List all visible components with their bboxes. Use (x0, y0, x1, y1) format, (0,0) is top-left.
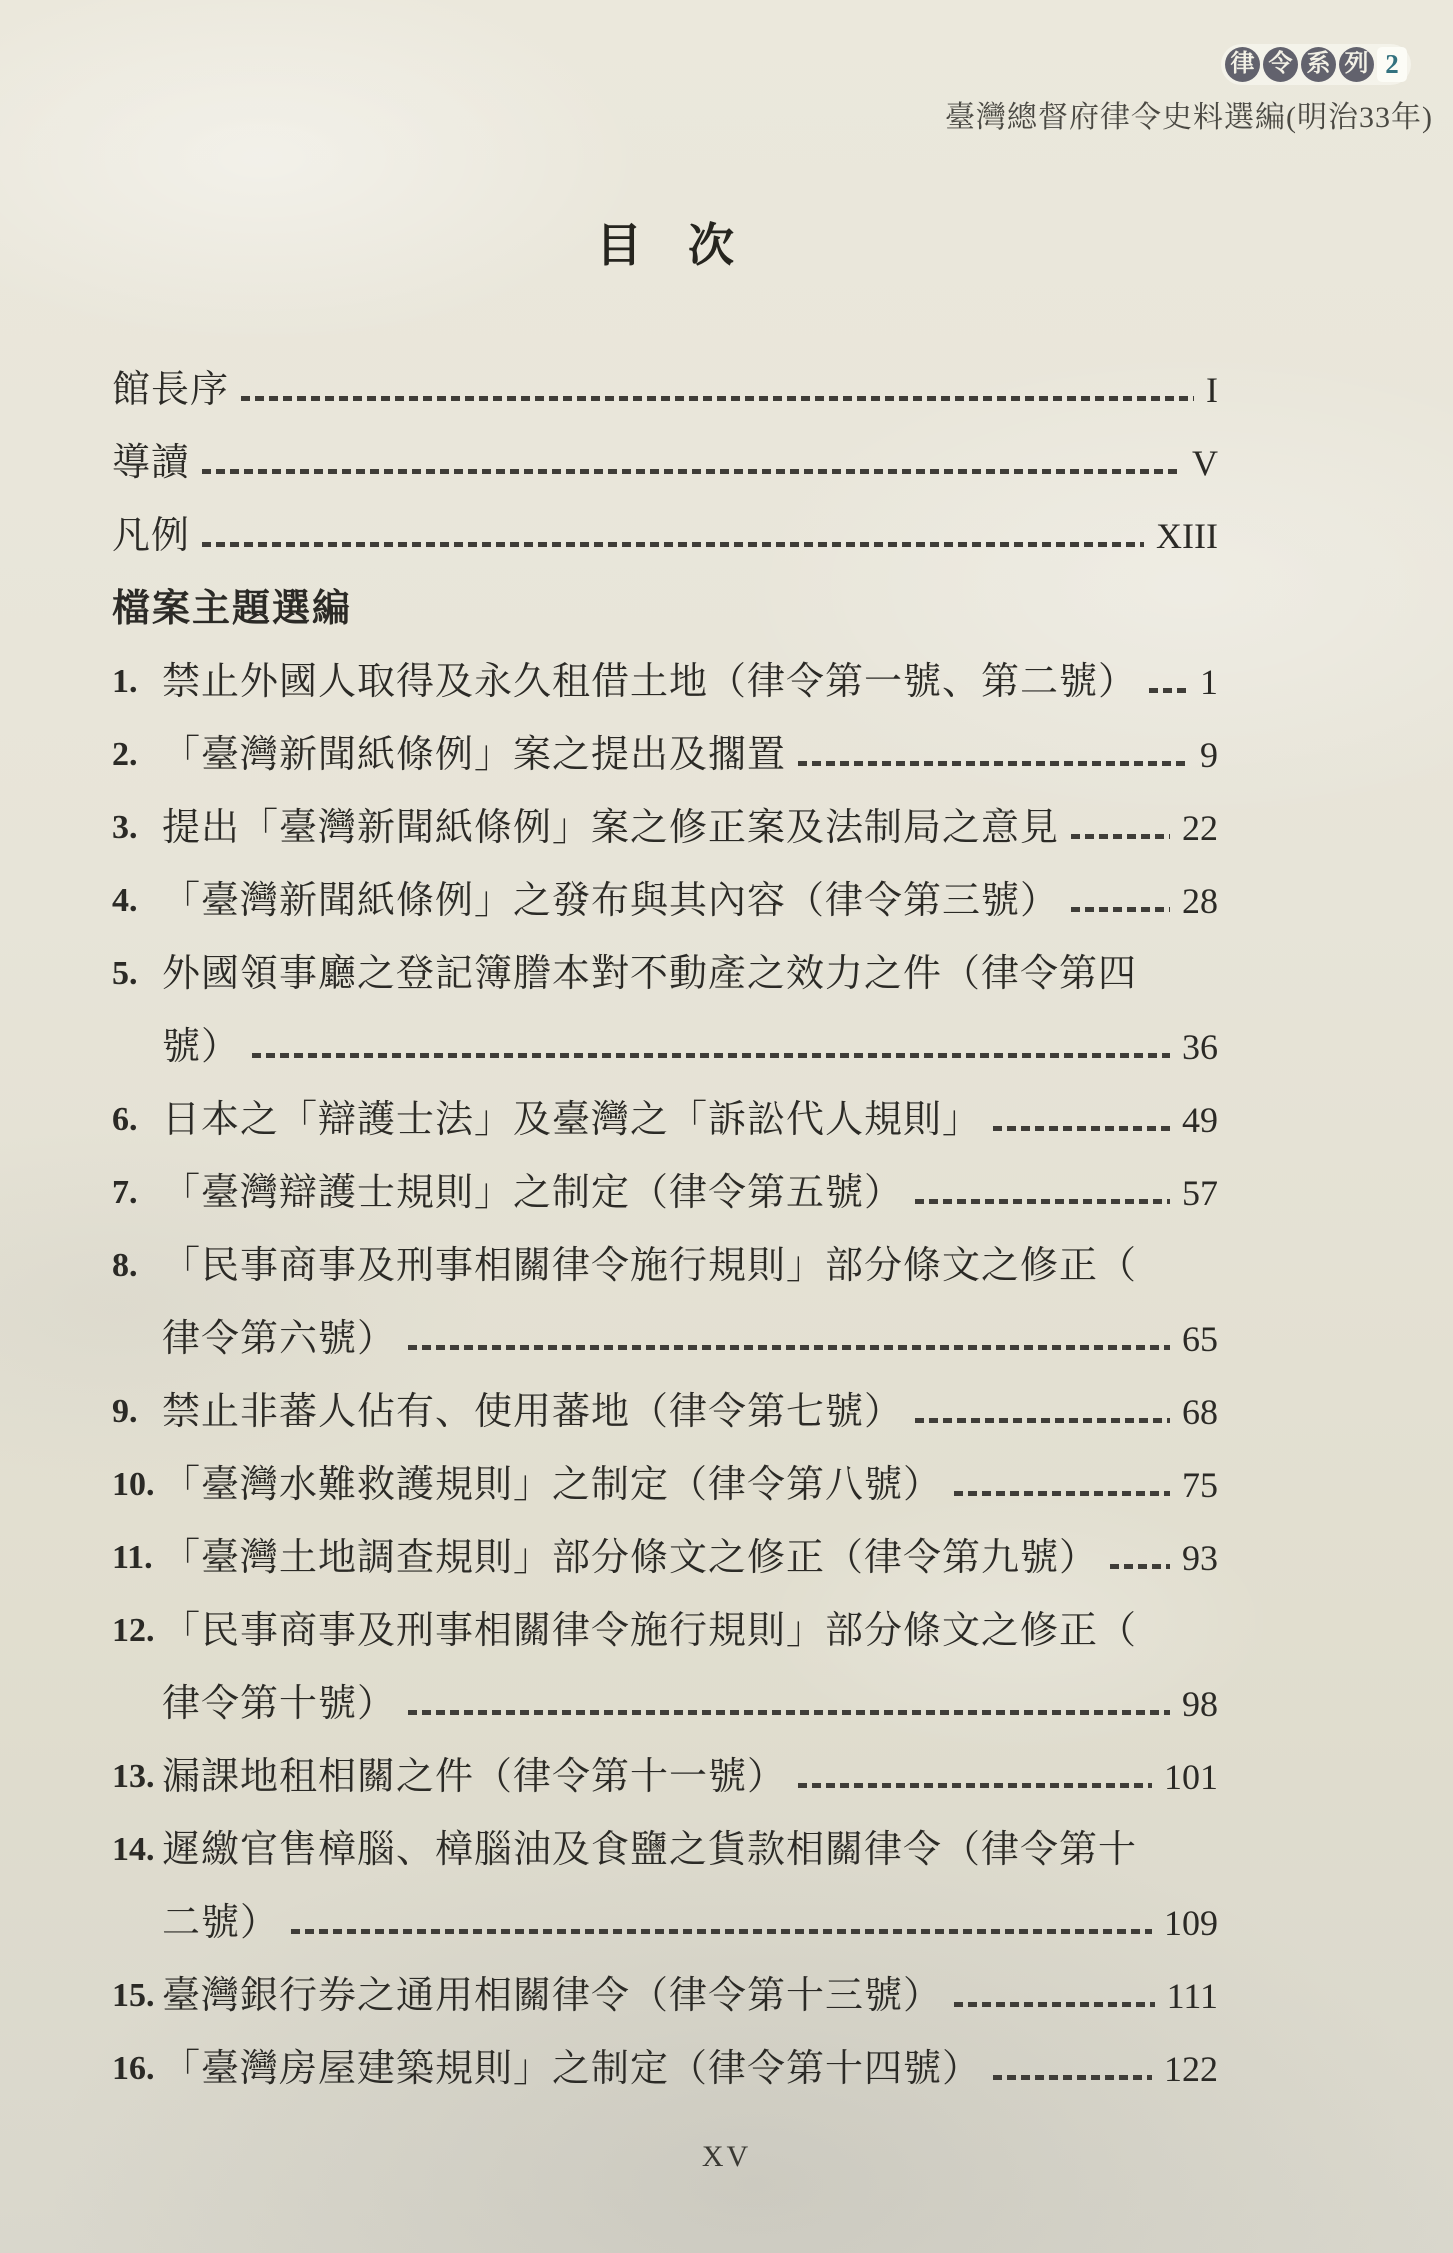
toc-entry (112, 1976, 1218, 2016)
entry-title: 日本之「辯護士法」及臺灣之「訴訟代人規則」 (162, 1099, 982, 1141)
series-badge (1221, 44, 1411, 85)
toc-entry-continuation (162, 1319, 1218, 1359)
page-number: 57 (1182, 1173, 1218, 1213)
entry-title: 禁止非蕃人佔有、使用蕃地（律令第七號） (162, 1391, 904, 1433)
page-number: 109 (1164, 1903, 1218, 1943)
dot-leader (915, 1199, 1170, 1204)
entry-title-continuation: 律令第六號） (162, 1318, 397, 1360)
dot-leader (798, 1783, 1152, 1788)
toc-entry (112, 1465, 1218, 1505)
dot-leader (1110, 1564, 1170, 1569)
entry-number: 11. (112, 1539, 153, 1576)
toc-entry-continuation (162, 1684, 1218, 1724)
dot-leader (954, 2002, 1155, 2007)
entry-number: 7. (112, 1174, 138, 1211)
dot-leader (202, 542, 1144, 547)
page-number: V (1192, 443, 1218, 483)
page-number: 111 (1166, 1976, 1218, 2016)
entry-number: 2. (112, 736, 138, 773)
entry-title: 「民事商事及刑事相關律令施行規則」部分條文之修正（ (162, 1245, 1138, 1287)
toc-entry (112, 1757, 1218, 1797)
toc-entry-continuation (162, 1027, 1218, 1067)
dot-leader (408, 1710, 1170, 1715)
front-matter-label: 導讀 (112, 442, 191, 484)
dot-leader (798, 761, 1188, 766)
toc-entry (112, 735, 1218, 775)
page-number: 68 (1182, 1392, 1218, 1432)
front-matter-row (112, 516, 1218, 556)
dot-leader (202, 469, 1180, 474)
entry-number: 13. (112, 1758, 155, 1795)
entry-number: 16. (112, 2050, 155, 2087)
page-title: 目 次 (596, 220, 734, 271)
entry-title: 「臺灣新聞紙條例」之發布與其內容（律令第三號） (162, 880, 1060, 922)
page-number: 93 (1182, 1538, 1218, 1578)
toc-entry (112, 1392, 1218, 1432)
dot-leader (1149, 688, 1188, 693)
entry-number: 6. (112, 1101, 138, 1138)
entry-title: 外國領事廳之登記簿謄本對不動產之效力之件（律令第四 (162, 953, 1138, 995)
page-number: 1 (1200, 662, 1218, 702)
entry-number: 4. (112, 882, 138, 919)
entry-number: 14. (112, 1831, 155, 1868)
dot-leader (408, 1345, 1170, 1350)
page-number: XIII (1156, 516, 1218, 556)
section-title: 檔案主題選編 (112, 588, 353, 630)
entry-number: 9. (112, 1393, 138, 1430)
entry-title: 臺灣銀行券之通用相關律令（律令第十三號） (162, 1975, 943, 2017)
entry-title: 「臺灣新聞紙條例」案之提出及擱置 (162, 734, 787, 776)
entry-title: 禁止外國人取得及永久租借土地（律令第一號、第二號） (162, 661, 1138, 703)
toc-entry (112, 2049, 1218, 2089)
dot-leader (993, 1126, 1170, 1131)
entry-title-continuation: 號） (162, 1026, 241, 1068)
page-number: 75 (1182, 1465, 1218, 1505)
series-badge-char: 律 (1225, 47, 1260, 82)
dot-leader (993, 2075, 1152, 2080)
dot-leader (252, 1053, 1170, 1058)
toc-content (112, 222, 1218, 2122)
entry-number: 8. (112, 1247, 138, 1284)
page-number: 101 (1164, 1757, 1218, 1797)
dot-leader (915, 1418, 1170, 1423)
dot-leader (1071, 834, 1170, 839)
page-number: 9 (1200, 735, 1218, 775)
toc-entry (112, 662, 1218, 702)
page-number: 49 (1182, 1100, 1218, 1140)
entry-title: 漏課地租相關之件（律令第十一號） (162, 1756, 787, 1798)
toc-entry (112, 1611, 1218, 1651)
toc-entry (112, 808, 1218, 848)
entry-title: 「臺灣房屋建築規則」之制定（律令第十四號） (162, 2048, 982, 2090)
series-badge-number: 2 (1377, 47, 1407, 82)
toc-entry (112, 1830, 1218, 1870)
toc-entry (112, 1100, 1218, 1140)
entry-title: 遲繳官售樟腦、樟腦油及食鹽之貨款相關律令（律令第十 (162, 1829, 1138, 1871)
dot-leader (1071, 907, 1170, 912)
toc-entry (112, 954, 1218, 994)
page-header (945, 44, 1433, 136)
entry-title: 「臺灣水難救護規則」之制定（律令第八號） (162, 1464, 943, 1506)
series-badge-char: 令 (1263, 47, 1298, 82)
book-title: 臺灣總督府律令史料選編(明治33年) (945, 101, 1433, 134)
entry-number: 3. (112, 809, 138, 846)
page-number: 98 (1182, 1684, 1218, 1724)
front-matter-row (112, 443, 1218, 483)
toc-entries (112, 662, 1218, 2089)
page-number: 28 (1182, 881, 1218, 921)
entry-title-continuation: 二號） (162, 1902, 280, 1944)
page-number: 122 (1164, 2049, 1218, 2089)
folio-page-number: XV (701, 2140, 752, 2173)
series-badge-char: 系 (1301, 47, 1336, 82)
entry-title: 「臺灣辯護士規則」之制定（律令第五號） (162, 1172, 904, 1214)
front-matter (112, 370, 1218, 556)
entry-number: 15. (112, 1977, 155, 2014)
entry-title-continuation: 律令第十號） (162, 1683, 397, 1725)
toc-entry (112, 1173, 1218, 1213)
front-matter-label: 館長序 (112, 369, 230, 411)
toc-entry (112, 881, 1218, 921)
toc-entry (112, 1246, 1218, 1286)
entry-number: 10. (112, 1466, 155, 1503)
entry-title: 提出「臺灣新聞紙條例」案之修正案及法制局之意見 (162, 807, 1060, 849)
dot-leader (954, 1491, 1170, 1496)
toc-entry-continuation (162, 1903, 1218, 1943)
series-badge-char: 列 (1339, 47, 1374, 82)
page-number: 22 (1182, 808, 1218, 848)
dot-leader (241, 396, 1194, 401)
page-number: I (1206, 370, 1218, 410)
dot-leader (291, 1929, 1152, 1934)
entry-number: 5. (112, 955, 138, 992)
entry-title: 「民事商事及刑事相關律令施行規則」部分條文之修正（ (162, 1610, 1138, 1652)
entry-number: 1. (112, 663, 138, 700)
entry-number: 12. (112, 1612, 155, 1649)
toc-entry (112, 1538, 1218, 1578)
page-number: 65 (1182, 1319, 1218, 1359)
page-number: 36 (1182, 1027, 1218, 1067)
front-matter-row (112, 370, 1218, 410)
entry-title: 「臺灣土地調查規則」部分條文之修正（律令第九號） (162, 1537, 1099, 1579)
front-matter-label: 凡例 (112, 515, 191, 557)
